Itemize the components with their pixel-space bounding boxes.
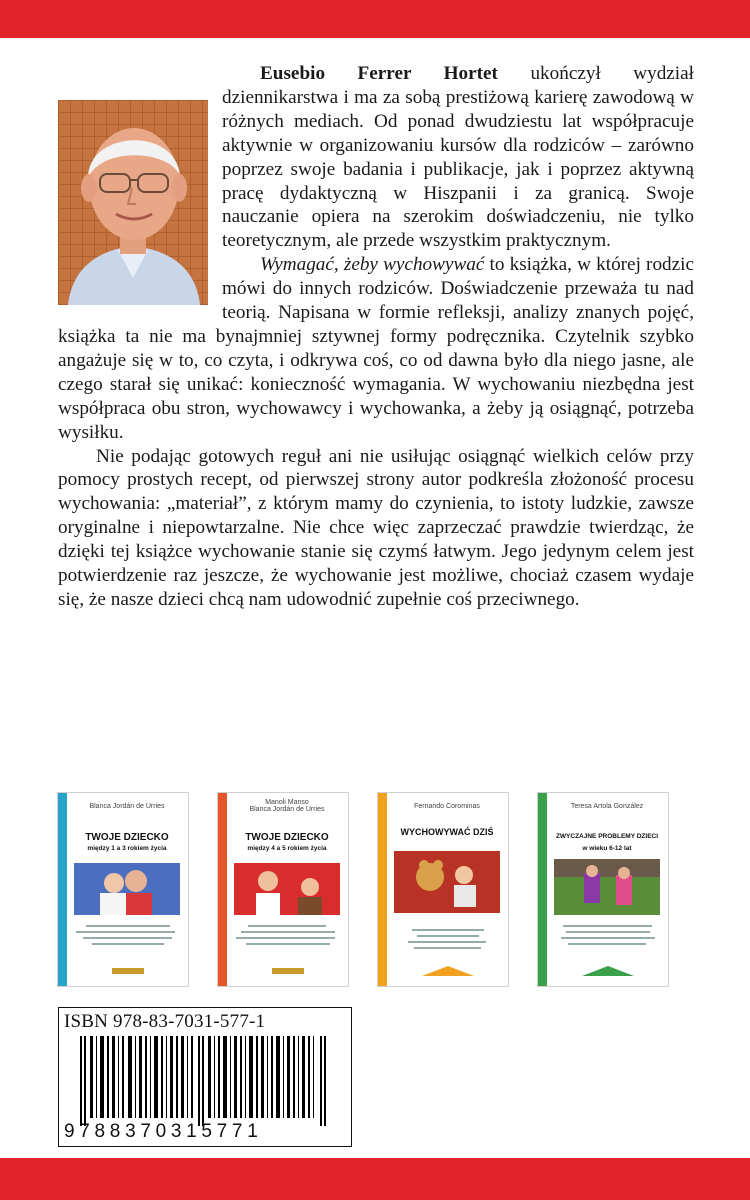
book-cover-image (234, 863, 340, 915)
description-text: to książka, w której rodzic mówi do innych rodziców. Doświadczenie przeważa tu nad teorią. Napisana w formie refleksji, analizy znanych pojęć, książka ta nie ma bynajmniej sztywnej formy podręcznika. Czytelnik szybko angażuje się w to, co czyta, i odkrywa coś, co od dawna było dla niego jasne, ale czego starał się unikać: konieczność wymagania. W wychowaniu niezbędna jest współpraca obu stron, wychowawcy i wychowanka, a żeby ją osiągnąć, potrzeba wysiłku. (58, 254, 695, 443)
author-name: Eusebio Ferrer Hortet (260, 63, 498, 84)
book-cover-4 (538, 793, 668, 986)
isbn-digits: 9788370315771 (64, 1121, 263, 1142)
publisher-logo (578, 964, 638, 978)
book-spine-band (58, 793, 67, 986)
book-bullets (76, 921, 180, 949)
book-subtitle: między 4 a 5 rokiem życia (247, 845, 327, 852)
book-cover-1 (58, 793, 188, 986)
summary-text: Nie podając gotowych reguł ani nie usiłując osiągnąć wielkich celów przy pomocy prostych recept, od pierwszej strony autor podkreśla złożoność procesu wychowania: „materiał”, z którym mamy do czynienia, to istoty ludzkie, zawsze oryginalne i niepowtarzalne. Nie chce więc zaprzeczać prawdzie twierdząc, że dzięki tej książce wychowanie stanie się czymś łatwym. Jego jedynym celem jest potwierdzenie raz jeszcze, że wychowanie jest możliwe, chociaż czasem wydaje się, że nasze dzieci chcą nam udowodnić zupełnie coś przeciwnego. (58, 445, 694, 610)
bio-text: ukończył wydział dziennikarstwa i ma za sobą prestiżową karierę zawodową w różnych mediach. Od ponad dwudziestu lat współpracuje aktywnie w organizowaniu kursów dla rodziców – zarówno poprzez swoje badania i publikacje, jak i poprzez aktywną pracę dydaktyczną w Hiszpanii i za granicą. Swoje nauczanie opiera na szerokim doświadczeniu, nie tylko teoretycznym, ale przede wszystkim praktycznym. (222, 63, 694, 252)
publisher-logo (418, 964, 478, 978)
book-spine-band (218, 793, 227, 986)
book-bullets (396, 925, 500, 953)
book-cover-2 (218, 793, 348, 986)
book-bullets (556, 921, 660, 949)
book-cover-image (394, 851, 500, 913)
book-subtitle: między 1 a 3 rokiem życia (87, 845, 167, 852)
book-title: TWOJE DZIECKO (245, 832, 329, 843)
publisher-logo (98, 964, 158, 978)
summary-paragraph (58, 445, 694, 612)
book-author: Blanca Jordán de Urries (89, 803, 165, 810)
book-author: Fernando Corominas (414, 803, 480, 810)
back-cover-text (58, 62, 694, 612)
book-title: ZWYCZAJNE PROBLEMY DZIECI (555, 833, 659, 840)
bottom-red-band (0, 1158, 750, 1200)
book-title: WYCHOWYWAĆ DZIŚ (400, 827, 494, 837)
book-bullets (236, 921, 340, 949)
book-cover-image (74, 863, 180, 915)
book-spine-band (538, 793, 547, 986)
publisher-logo (258, 964, 318, 978)
book-title: Wymagać, żeby wychowywać (260, 254, 485, 276)
top-red-band (0, 0, 750, 38)
book-author: Manoli Manso Blanca Jordán de Urries (249, 799, 325, 813)
book-spine-band (378, 793, 387, 986)
isbn-label: ISBN 978-83-7031-577-1 (64, 1011, 266, 1032)
photo-spacer (58, 62, 222, 310)
book-subtitle: w wieku 6-12 lat (582, 845, 632, 852)
barcode-bars (66, 1036, 346, 1126)
book-cover-3 (378, 793, 508, 986)
book-title: TWOJE DZIECKO (85, 832, 169, 843)
book-cover-image (554, 859, 660, 915)
book-author: Teresa Artola González (570, 803, 644, 810)
